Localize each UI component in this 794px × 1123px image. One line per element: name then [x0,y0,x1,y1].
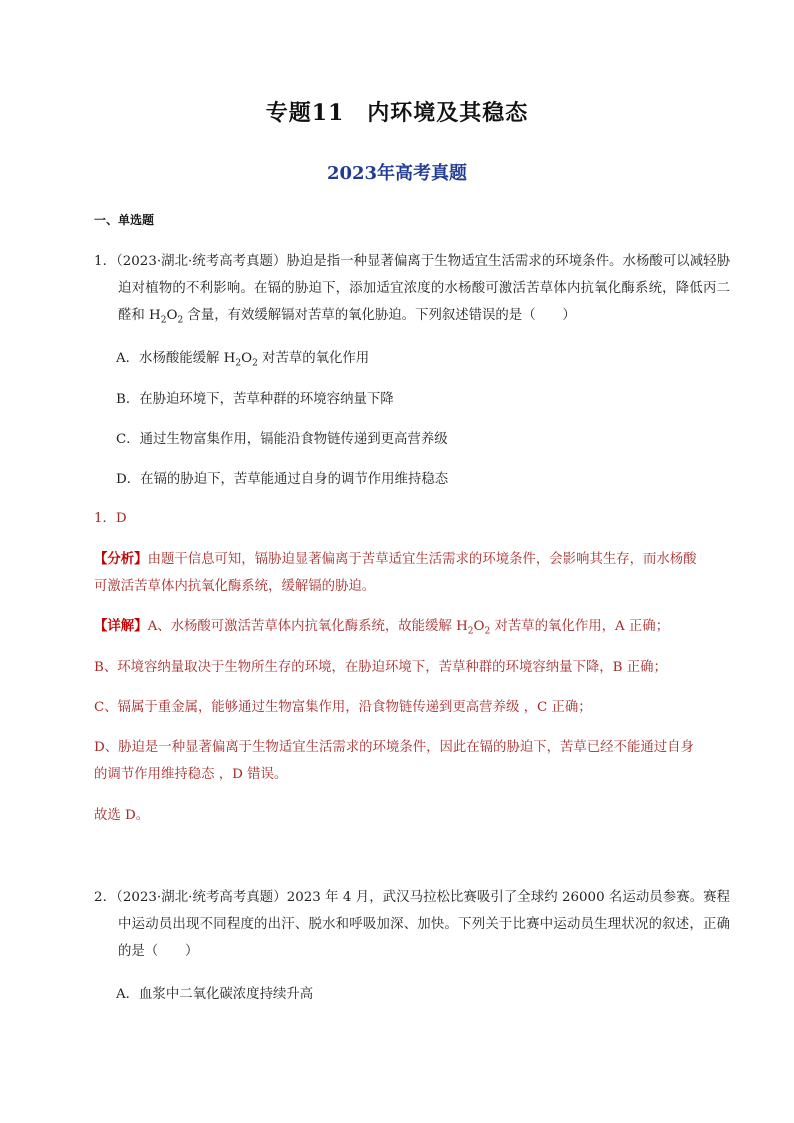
option-a-text: A．水杨酸能缓解 H [116,351,236,366]
page-title: 专题11 内环境及其稳态 [265,100,529,126]
question-1-detail-a [94,613,706,646]
h2o2-mid: O [166,308,178,323]
question-1-stem [94,248,730,335]
question-1-option-d: D．在镉的胁迫下，苦草能通过自身的调节作用维持稳态 [116,472,449,487]
question-1-number: 1． [94,254,117,269]
question-1-option-b: B．在胁迫环境下，苦草种群的环境容纳量下降 [116,392,394,407]
question-2-stem [94,884,730,965]
question-1-option-c: C．通过生物富集作用，镉能沿食物链传递到更高营养级 [116,432,448,447]
question-2-stem-text: 2023 年 4 月，武汉马拉松比赛吸引了全球约 26000 名运动员参赛。赛程中运动员出现不同程度的出汗、脱水和呼吸加深、加快。下列关于比赛中运动员生理状况的叙述，正确的是（ ） [118,890,731,959]
option-a-mid: O [241,351,253,366]
question-2-option-a: A．血浆中二氧化碳浓度持续升高 [116,987,314,1002]
detail-a-subscript: 2 [484,626,491,637]
question-1-stem-part1: 胁迫是指一种显著偏离于生物适宜生活需求的环境条件。水杨酸可以减轻胁迫对植物的不利影响。在镉的胁迫下，添加适宜浓度的水杨酸可激活苦草体内抗氧化酶系统，降低丙二醛和 H [118,254,730,323]
question-1-detail-b: B、环境容纳量取决于生物所生存的环境，在胁迫环境下，苦草种群的环境容纳量下降，B 正确； [94,660,667,675]
question-1-analysis [94,546,706,600]
h2o2-subscript: 2 [160,315,167,326]
question-1-detail-c: C、镉属于重金属，能够通过生物富集作用，沿食物链传递到更高营养级 ，C 正确； [94,700,592,715]
option-a-subscript: 2 [252,358,258,369]
detail-a-mid: O [473,619,485,634]
option-a-subscript: 2 [235,358,242,369]
section-heading: 一、单选题 [94,213,155,227]
detail-tag: 【详解】 [94,618,148,634]
option-a-suffix: 对苦草的氧化作用 [257,351,370,366]
question-1-conclusion: 故选 D。 [94,808,150,823]
question-1-answer: 1．D [94,511,127,526]
page-subtitle: 2023年高考真题 [326,163,468,184]
analysis-tag: 【分析】 [94,551,148,567]
analysis-text: 由题干信息可知，镉胁迫显著偏离于苦草适宜生活需求的环境条件，会影响其生存，而水杨酸可激活苦草体内抗氧化酶系统，缓解镉的胁迫。 [94,552,697,594]
question-2-source: （2023·湖北·统考高考真题） [116,890,287,905]
question-1-option-a [116,347,369,369]
detail-a-suffix: 对苦草的氧化作用，A 正确； [490,619,670,634]
question-1-stem-part2: 含量，有效缓解镉对苦草的氧化胁迫。下列叙述错误的是（ ） [183,308,576,323]
question-1-detail-d: D、胁迫是一种显著偏离于生物适宜生活需求的环境条件，因此在镉的胁迫下，苦草已经不能通过自身的调节作用维持稳态 ，D 错误。 [94,740,694,782]
question-2-number: 2． [94,890,117,905]
detail-a-subscript: 2 [467,626,474,637]
h2o2-subscript: 2 [177,315,184,326]
question-1-source: （2023·湖北·统考高考真题） [116,254,287,269]
detail-a-text: A、水杨酸可激活苦草体内抗氧化酶系统，故能缓解 H [147,619,468,634]
